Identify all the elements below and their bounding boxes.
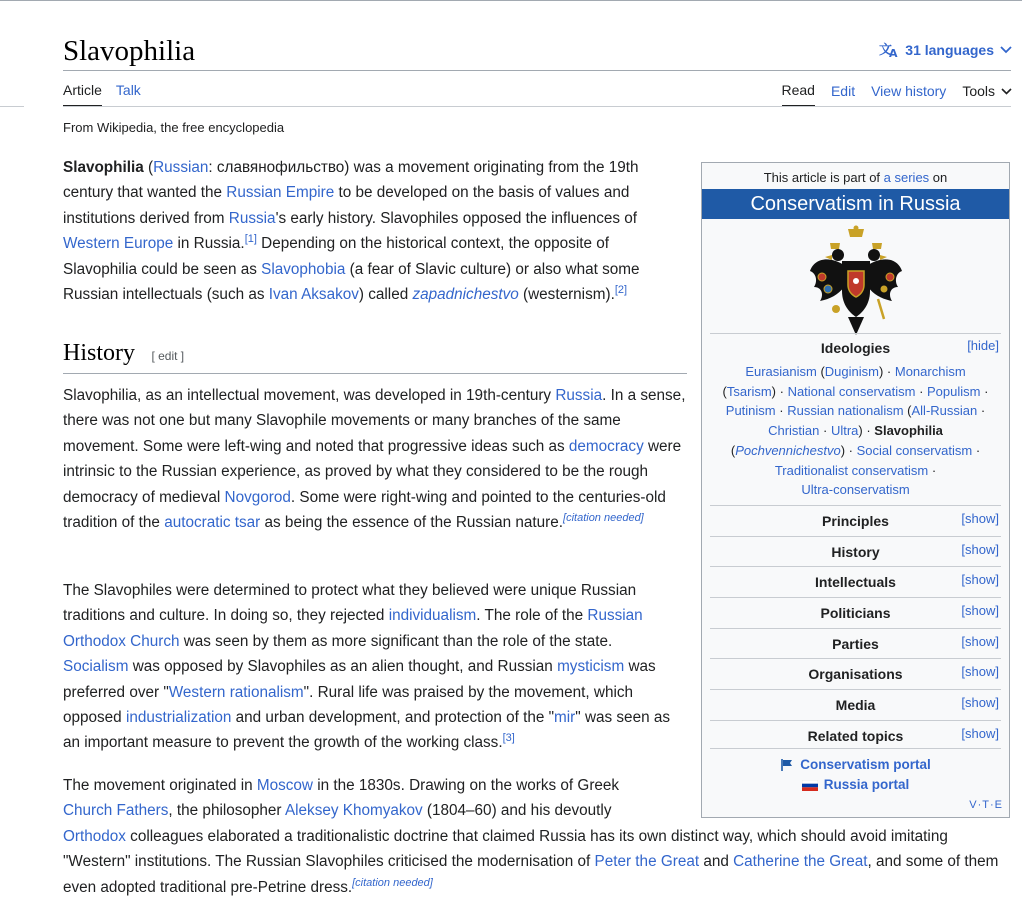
- link-mysticism[interactable]: mysticism: [557, 658, 625, 676]
- tab-edit[interactable]: Edit: [830, 83, 856, 99]
- text: : славянофильство) was a movement originating from the 19th century that wanted the: [63, 159, 639, 202]
- text: (westernism).: [518, 286, 615, 304]
- section-history: [710, 536, 1001, 567]
- show-toggle[interactable]: [show]: [961, 725, 999, 741]
- section-label: Media: [835, 697, 876, 714]
- text: was preferred over ": [63, 658, 656, 701]
- show-toggle[interactable]: [show]: [961, 541, 999, 557]
- text: was opposed by Slavophiles as an alien thought, and Russian: [128, 658, 558, 676]
- svg-text:A: A: [889, 47, 898, 58]
- page-title: Slavophilia: [63, 35, 196, 67]
- ideologies-header: [710, 333, 1001, 360]
- view-tabs: [782, 82, 1013, 107]
- link-pochvennichestvo[interactable]: Pochvennichestvo: [735, 442, 841, 458]
- ideologies-label: Ideologies: [820, 340, 891, 356]
- link-ivan-aksakov[interactable]: Ivan Aksakov: [268, 286, 359, 304]
- text: ". Rural life was praised by the movement, which opposed: [63, 683, 634, 727]
- citation-needed[interactable]: [citation needed]: [563, 511, 644, 524]
- intro-paragraph: Slavophilia (Russian: славянофильство) was a movement originating from the 19th century that wanted the Russian Empire to be developed on the basis of values and institutions derived from Russia's early history. Slavophiles opposed the influences of Western Europe in Russia.[1] Depending on the historical context, the opposite of Slavophilia could be seen as Slavophobia (a fear of Slavic culture) or also what some Russian intellectuals (such as Ivan Aksakov) called zapadnichestvo (westernism).[2]: [63, 159, 640, 304]
- russia-portal[interactable]: [710, 775, 1001, 795]
- series-infobox: [701, 162, 1010, 818]
- text: to be developed on the basis of values and institutions derived from: [63, 184, 630, 227]
- namespace-tabs: [63, 82, 141, 107]
- link-novgorod[interactable]: Novgorod: [224, 488, 291, 506]
- top-border: [0, 0, 1022, 1]
- double-headed-eagle-icon: [808, 225, 904, 337]
- link-russian-language[interactable]: Russian: [153, 159, 209, 176]
- text: colleagues elaborated a traditionalistic doctrine that claimed Russia has its own distinct way, which should avoid imitating "Western" institutions. The Russian Slavophiles criticised the modernisation of: [63, 827, 948, 871]
- link-slavophobia[interactable]: Slavophobia: [261, 260, 346, 278]
- section-label: Related topics: [807, 727, 904, 744]
- link-ultra-conservatism[interactable]: Ultra-conservatism: [801, 482, 910, 498]
- show-toggle[interactable]: [show]: [961, 664, 999, 680]
- text: The movement originated in: [63, 777, 257, 794]
- section-politicians: [710, 597, 1001, 628]
- text: . The role of the: [476, 607, 588, 625]
- conservatism-portal[interactable]: [710, 755, 1001, 775]
- link-democracy[interactable]: democracy: [568, 437, 644, 455]
- link-duginism[interactable]: Duginism: [824, 364, 879, 379]
- link-socialism[interactable]: Socialism: [63, 658, 129, 676]
- text: (a fear of Slavic culture) or also what some Russian intellectuals (such as: [63, 260, 640, 304]
- series-intro: [702, 170, 1009, 185]
- link-putinism[interactable]: Putinism: [725, 403, 776, 419]
- text: and: [699, 853, 734, 871]
- tagline: From Wikipedia, the free encyclopedia: [63, 120, 285, 135]
- history-paragraph-1: [63, 383, 687, 535]
- emblem-image[interactable]: [702, 225, 1009, 341]
- link-mir[interactable]: mir: [554, 709, 576, 727]
- ideologies-list: Eurasianism (Duginism) · Monarchism (Tsarism) · National conservatism · Populism · Putinism · Russian nationalism (All-Russian · Christian · Ultra) · Slavophilia (Pochvennichestvo) · Social conservatism · Traditionalist conservatism · Ultra-conservatism: [722, 364, 989, 498]
- text: , the philosopher: [168, 802, 285, 820]
- link-orthodox[interactable]: Orthodox: [63, 827, 126, 845]
- link-tsarism[interactable]: Tsarism: [726, 383, 772, 399]
- section-organisations: [710, 658, 1001, 689]
- portal-links: [710, 748, 1001, 795]
- text: (1804–60) and his devoutly: [422, 802, 612, 820]
- series-banner[interactable]: Conservatism in Russia: [702, 189, 1009, 219]
- link-russian-nationalism[interactable]: Russian nationalism: [787, 403, 904, 419]
- navbox-vte-links[interactable]: V·T·E: [969, 799, 1003, 811]
- history-heading: [63, 340, 687, 374]
- text: and urban development, and protection of the ": [231, 709, 555, 727]
- link-catherine-the-great[interactable]: Catherine the Great: [733, 853, 868, 871]
- tab-talk[interactable]: Talk: [115, 82, 141, 98]
- section-parties: [710, 628, 1001, 659]
- history-paragraph-2: [63, 578, 675, 756]
- link-industrialization[interactable]: industrialization: [125, 709, 232, 727]
- link-western-europe[interactable]: Western Europe: [63, 235, 174, 253]
- link-populism[interactable]: Populism: [927, 383, 981, 399]
- text: . In a sense, there was not one but many Slavophile movements or many branches of the same movement. Some were left-wing and noted that progressive ideas such as: [63, 387, 686, 455]
- link-individualism[interactable]: individualism: [388, 607, 477, 625]
- history-title: History: [63, 340, 135, 366]
- sidebar-divider: [0, 106, 24, 107]
- text: Slavophilia, as an intellectual movement, was developed in 19th-century: [63, 387, 556, 404]
- section-intellectuals: [710, 566, 1001, 597]
- section-principles: [710, 505, 1001, 536]
- link-series[interactable]: a series: [883, 170, 930, 185]
- chevron-down-icon: [1001, 88, 1012, 95]
- link-ultra[interactable]: Ultra: [830, 423, 859, 439]
- current-slavophilia: Slavophilia: [874, 423, 943, 439]
- tab-read[interactable]: Read: [782, 82, 815, 107]
- text: Depending on the historical context, the opposite of Slavophilia could be seen as: [63, 235, 609, 278]
- ref-1[interactable]: [1]: [244, 233, 257, 246]
- section-label: Principles: [822, 512, 889, 529]
- link-church-fathers[interactable]: Church Fathers: [63, 802, 169, 820]
- link-christian[interactable]: Christian: [768, 423, 820, 439]
- link-monarchism[interactable]: Monarchism: [894, 364, 966, 379]
- link-russian-orthodox-church[interactable]: Russian Orthodox Church: [63, 607, 643, 650]
- text: " was seen as an important measure to prevent the growth of the working class.: [63, 709, 670, 752]
- svg-text:文: 文: [879, 43, 893, 58]
- link-eurasianism[interactable]: Eurasianism: [745, 364, 817, 379]
- text: was seen by them as more significant than the role of the state.: [179, 632, 613, 650]
- link-social-conservatism[interactable]: Social conservatism: [856, 442, 973, 458]
- text: were intrinsic to the Russian experience, as proved by what they considered to be the rough democracy of medieval: [63, 437, 682, 506]
- infobox-sections: [710, 333, 1001, 750]
- flag-icon: [780, 758, 794, 772]
- text: . Some were right-wing and pointed to the centuries-old tradition of the: [63, 488, 666, 532]
- link-russia-portal[interactable]: Russia portal: [823, 777, 910, 792]
- link-national-conservatism[interactable]: National conservatism: [787, 383, 916, 399]
- title-divider: [63, 70, 1011, 71]
- text: This article is part of: [763, 170, 884, 185]
- link-all-russian[interactable]: All-Russian: [911, 403, 978, 419]
- text: ) called: [358, 286, 413, 304]
- show-toggle[interactable]: [show]: [961, 572, 999, 588]
- link-western-rationalism[interactable]: Western rationalism: [168, 683, 304, 701]
- show-toggle[interactable]: [show]: [961, 695, 999, 711]
- link-russia[interactable]: Russia: [555, 387, 603, 404]
- link-russia[interactable]: Russia: [228, 209, 276, 227]
- link-conservatism-portal[interactable]: Conservatism portal: [800, 757, 931, 772]
- section-media: [710, 689, 1001, 720]
- chevron-down-icon: [1000, 46, 1012, 54]
- link-traditionalist-conservatism[interactable]: Traditionalist conservatism: [774, 462, 929, 478]
- tools-label: Tools: [962, 83, 995, 99]
- link-russian-empire[interactable]: Russian Empire: [226, 184, 335, 202]
- tools-menu[interactable]: [962, 83, 1012, 106]
- text: 's early history. Slavophiles opposed the influences of: [275, 209, 638, 227]
- bold-title: Slavophilia: [63, 159, 144, 176]
- citation-needed[interactable]: [citation needed]: [352, 876, 433, 889]
- section-label: Organisations: [808, 666, 903, 683]
- section-label: History: [831, 543, 880, 560]
- show-toggle[interactable]: [show]: [961, 510, 999, 526]
- link-zapadnichestvo[interactable]: zapadnichestvo: [412, 286, 519, 304]
- show-toggle[interactable]: [show]: [961, 602, 999, 618]
- link-aleksey-khomyakov[interactable]: Aleksey Khomyakov: [284, 802, 423, 820]
- text: , and some of them even adopted traditional pre-Petrine dress.: [63, 853, 999, 896]
- ref-3[interactable]: [3]: [502, 732, 515, 745]
- text: The Slavophiles were determined to protect what they believed were unique Russian traditions and culture. In doing so, they rejected: [63, 582, 637, 625]
- language-button[interactable]: [879, 42, 1012, 58]
- text: as being the essence of the Russian nature.: [260, 514, 564, 532]
- russian-flag-icon: [802, 780, 818, 791]
- tab-article[interactable]: Article: [63, 82, 102, 107]
- section-label: Politicians: [820, 604, 891, 621]
- section-label: Parties: [832, 635, 879, 652]
- show-toggle[interactable]: [show]: [961, 633, 999, 649]
- text: in Russia.: [173, 235, 245, 253]
- link-peter-the-great[interactable]: Peter the Great: [594, 853, 700, 871]
- ref-2[interactable]: [2]: [614, 283, 628, 296]
- text: in the 1830s. Drawing on the works of Greek: [312, 777, 620, 794]
- tab-view-history[interactable]: View history: [871, 83, 947, 99]
- tabs-divider: [63, 106, 1011, 107]
- section-label: Intellectuals: [815, 574, 896, 591]
- section-related-topics: [710, 720, 1001, 751]
- edit-section-link[interactable]: [ edit ]: [151, 349, 185, 363]
- translate-icon: [879, 42, 899, 58]
- link-autocratic-tsar[interactable]: autocratic tsar: [164, 514, 261, 532]
- hide-toggle[interactable]: [hide]: [967, 338, 999, 353]
- language-count: 31 languages: [905, 42, 994, 58]
- text: on: [929, 170, 948, 185]
- link-moscow[interactable]: Moscow: [256, 777, 313, 794]
